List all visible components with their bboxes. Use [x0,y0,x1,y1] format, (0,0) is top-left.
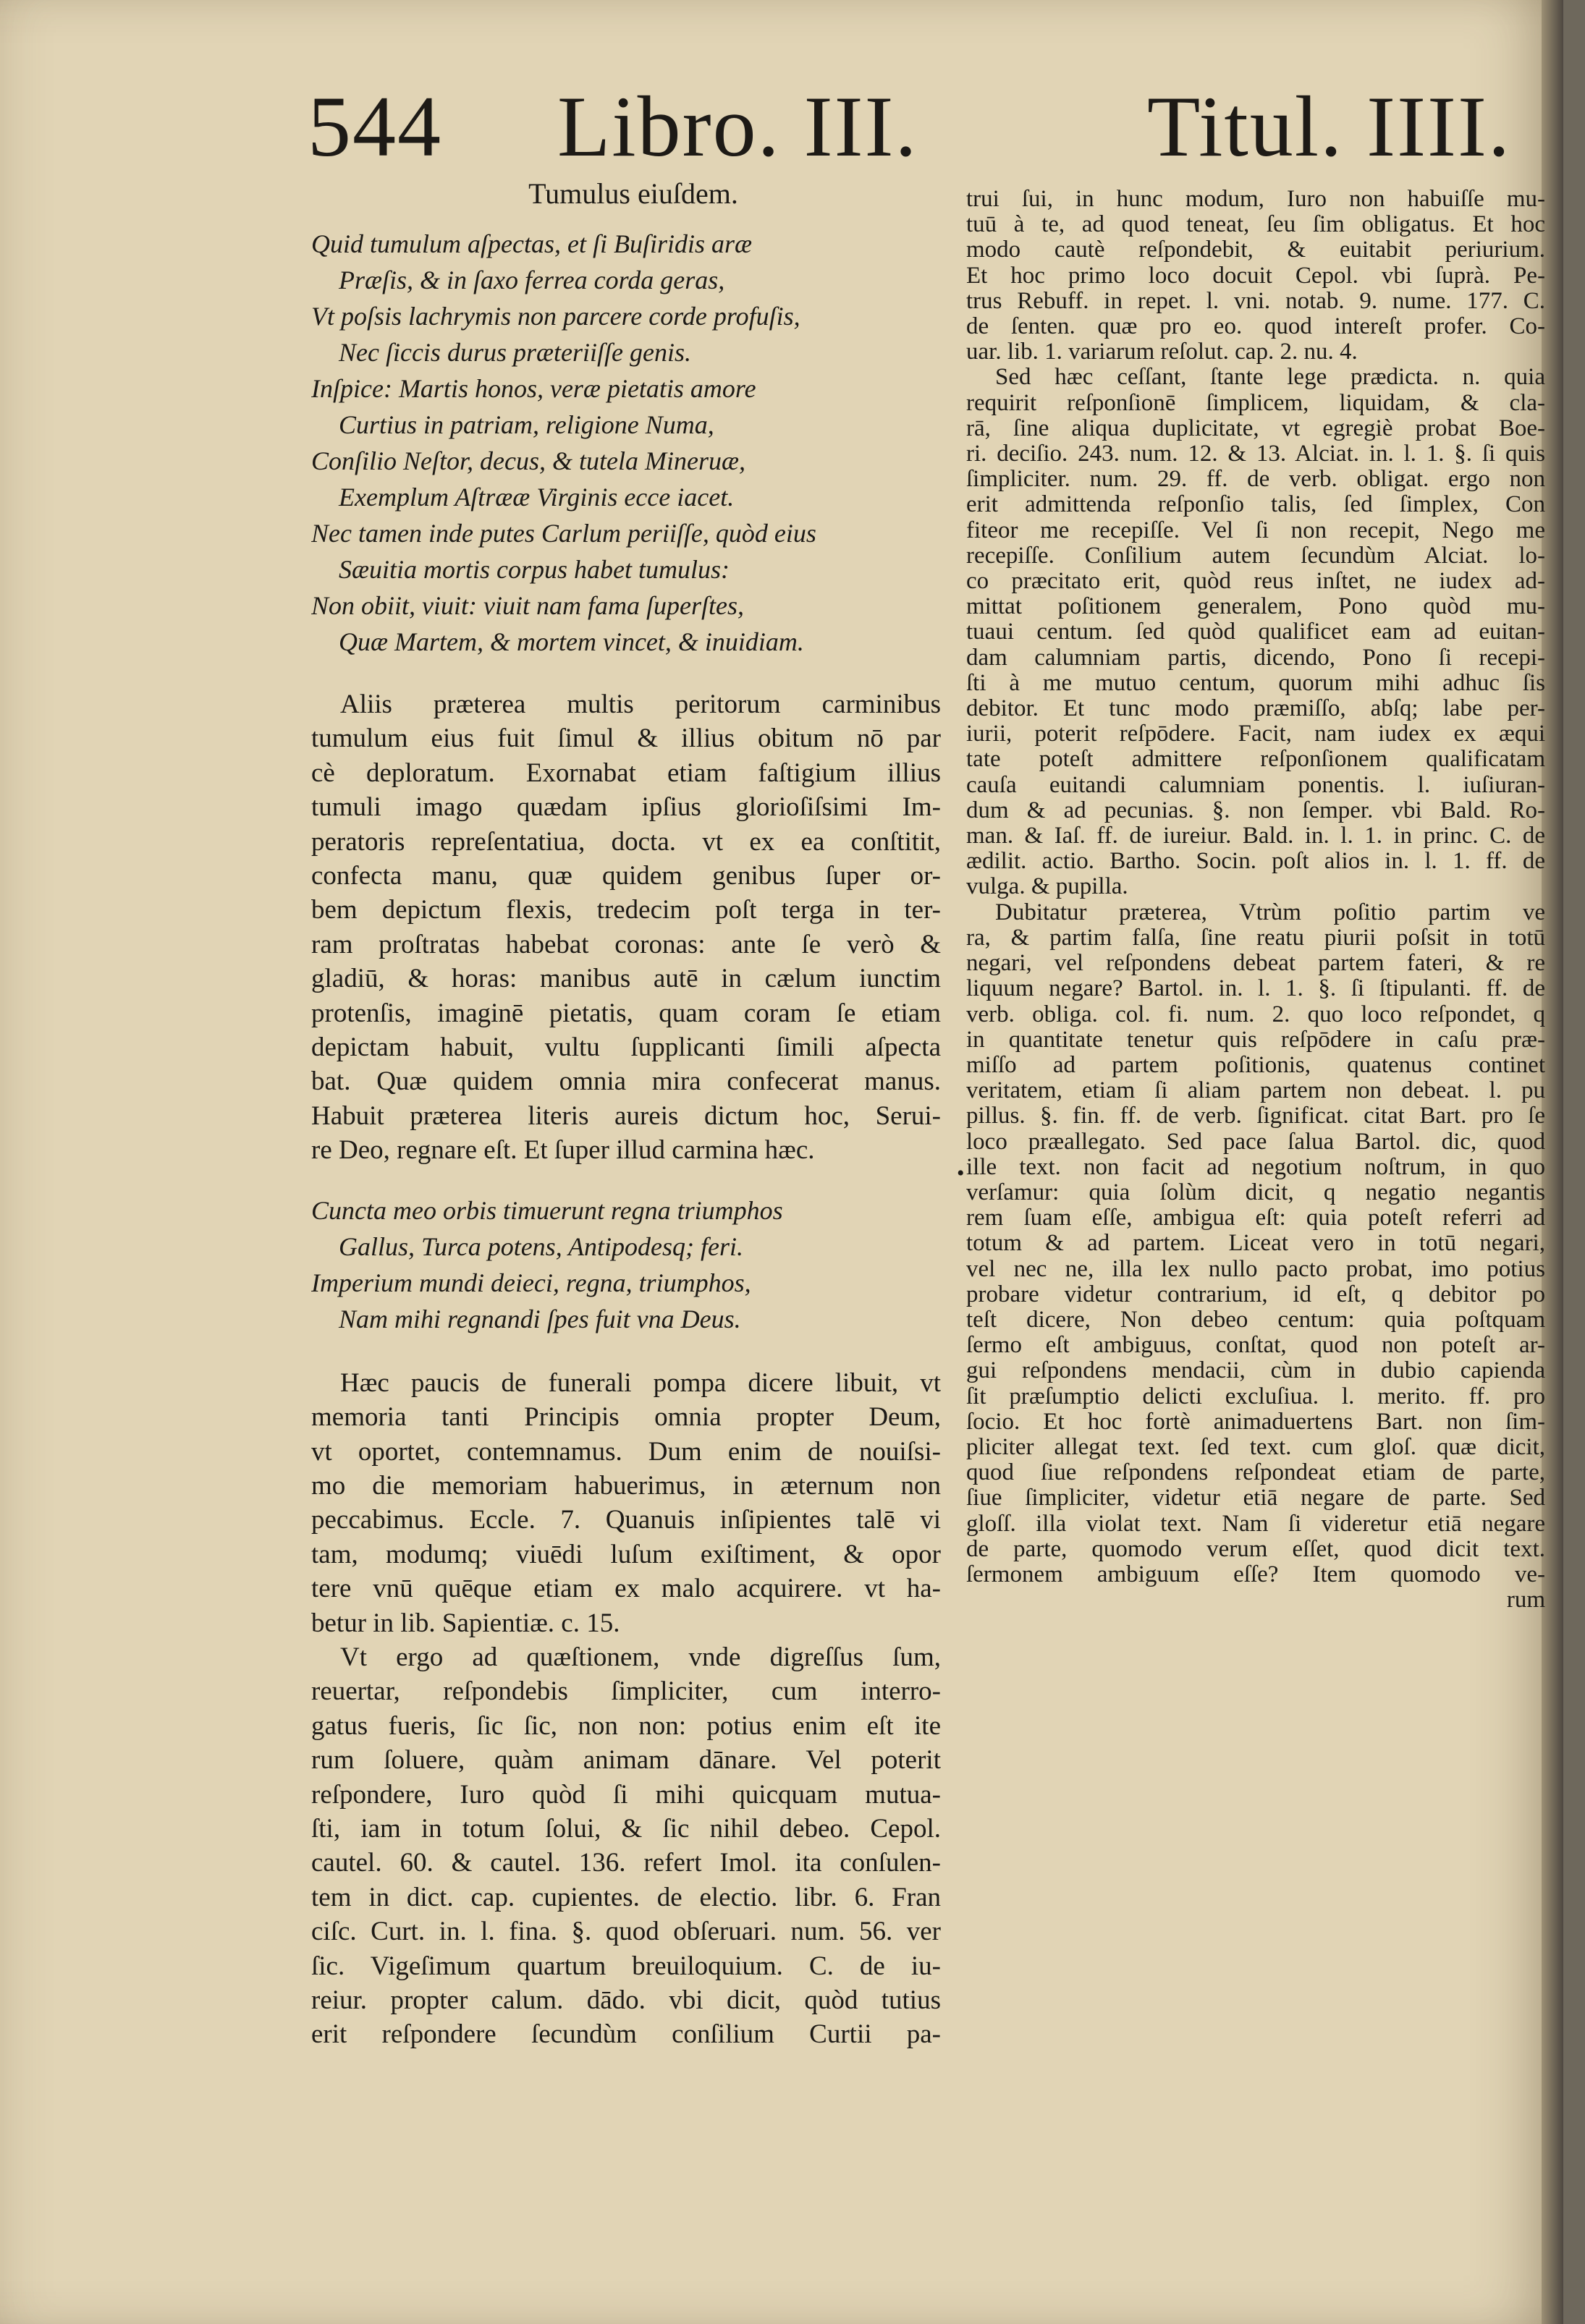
text-line: dam calumniam partis, dicendo, Pono ſi recepi- [966,644,1545,671]
text-line: cautel. 60. & cautel. 136. refert Imol. ita conſulen- [311,1848,941,1878]
running-head-liber: Libro. III. [557,78,918,174]
text-line: man. & Iaſ. ff. de iureiur. Bald. in. l. 1. in princ. C. de [966,823,1545,849]
text-line: re Deo, regnare eſt. Et ſuper illud carmina hæc. [311,1135,815,1166]
text-line: ſit præſumptio delicti excluſiua. l. merito. ff. pro [966,1383,1545,1409]
text-line: de parte, quomodo verum eſſet, quod dicit text. [966,1535,1545,1562]
verse-line: Quid tumulum aſpectas, et ſi Buſiridis aræ [311,229,752,258]
text-line: veritatem, etiam ſi aliam partem non debeat. l. pu [966,1077,1545,1104]
text-line: betur in lib. Sapientiæ. c. 15. [311,1608,620,1638]
text-line: Hæc paucis de funerali pompa dicere libuit, vt [340,1367,941,1398]
text-line: trus Rebuff. in repet. l. vni. notab. 9. nume. 177. C. [966,287,1545,314]
text-line: peccabimus. Eccle. 7. Quanuis inſipientes talē vi [311,1505,941,1535]
text-line: erit reſpondere ſecundùm conſilium Curtii pa- [311,2019,941,2050]
verse-line: Imperium mundi deieci, regna, triumphos, [311,1268,751,1297]
text-line: tam, modumq; viuēdi luſum exiſtiment, & opor [311,1539,941,1569]
text-line: Sed hæc ceſſant, ſtante lege prædicta. n. quia [995,364,1545,391]
page-number: 544 [308,78,442,174]
text-line: reſpondere, Iuro quòd ſi mihi quicquam mutua- [311,1779,941,1810]
text-line: mo die memoriam habuerimus, in æternum non [311,1470,941,1501]
text-line: probare videtur contrarium, id eſt, q debitor po [966,1281,1545,1307]
text-line: cauſa euitandi calumniam ponentis. l. iuſiuran- [966,771,1545,798]
paragraph-trui-sui [966,187,1545,365]
text-line: ſti, iam in totum ſolui, & ſic nihil debeo. Cepol. [311,1813,941,1844]
verse-line: Gallus, Turca potens, Antipodesq; feri. [339,1231,744,1261]
text-line: totum & ad partem. Liceat vero in totū negari, [966,1230,1545,1257]
paragraph-vt-ergo [311,1640,941,2052]
text-line: tate poteſt admittere reſponſionem qualificatam [966,746,1545,773]
text-line: tumuli imago quædam ipſius glorioſiſsimi Im- [311,792,941,823]
verse-line: Sæuitia mortis corpus habet tumulus: [339,555,730,584]
text-line: ſermonem ambiguum eſſe? Item quomodo ve- [966,1561,1545,1587]
text-line: requirit reſponſionē ſimplicem, liquidam, & cla- [966,389,1545,416]
text-line: gatus fueris, ſic ſic, non non: potius enim eſt ite [311,1710,941,1741]
verse-line: Curtius in patriam, religione Numa, [339,410,714,439]
verse-line: Nam mihi regnandi ſpes fuit vna Deus. [339,1304,741,1333]
text-line: vel nec ne, illa lex nullo pacto probat, imo potius [966,1255,1545,1282]
text-line: dum & ad pecunias. §. non ſemper. vbi Bald. Ro- [966,797,1545,823]
text-line: reiur. propter calum. dādo. vbi dicit, quòd tutius [311,1985,941,2015]
text-line: cè deploratum. Exornabat etiam faſtigium illius [311,758,941,788]
inscription-poem [311,1192,941,1337]
verse-line: Non obiit, viuit: viuit nam fama ſuperſtes, [311,591,744,620]
verse-line: Inſpice: Martis honos, veræ pietatis amore [311,374,756,403]
text-line: depictam habuit, vultu ſupplicanti ſimili aſpecta [311,1032,941,1063]
text-line: rā, ſine aliqua duplicitate, vt egregiè probat Boe- [966,415,1545,441]
paragraph-aliis [311,687,941,1168]
text-line: recepiſſe. Conſilium autem ſecundùm Alciat. lo- [966,542,1545,569]
text-line: tere vnū quēque etiam ex malo acquirere. vt ha- [311,1574,941,1604]
text-line: uar. lib. 1. variarum reſolut. cap. 2. nu. 4. [966,339,1358,365]
text-line: ri. deciſio. 243. num. 12. & 13. Alciat. in. l. 1. §. ſi quis [966,441,1545,467]
text-line: ciſc. Curt. in. l. fina. §. quod obſeruari. num. 56. ver [311,1917,941,1947]
text-line: reuertar, reſpondebis ſimpliciter, cum interro- [311,1676,941,1707]
verse-line: Vt poſsis lachrymis non parcere corde profuſis, [311,302,800,331]
verse-line: Quæ Martem, & mortem vincet, & inuidiam. [339,627,804,656]
text-line: memoria tanti Principis omnia propter Deum, [311,1402,941,1433]
text-line: ſocio. Et hoc fortè animaduertens Bart. non ſim- [966,1408,1545,1435]
text-line: in quantitate tenetur quis reſpōdere in caſu præ- [966,1026,1545,1053]
text-line: vulga. & pupilla. [966,873,1128,900]
text-line: debitor. Et tunc modo præmiſſo, abſq; labe per- [966,695,1545,722]
text-line: Aliis præterea multis peritorum carminibus [340,690,941,719]
catchword: rum [1506,1587,1545,1613]
text-line: fiteor me recepiſſe. Vel ſi non recepit, Nego me [966,517,1545,543]
verse-line: Cuncta meo orbis timuerunt regna triumphos [311,1195,783,1225]
text-line: rum ſoluere, quàm animam dānare. Vel poterit [311,1745,941,1776]
text-line: iurii, poterit reſpōdere. Facit, nam iudex ex æqui [966,721,1545,747]
text-line: confecta manu, quæ quidem genibus ſuper or- [311,861,941,891]
text-line: negari, vel reſpondens debeat partem fateri, & re [966,950,1545,977]
verse-line: Nec ſiccis durus præteriiſſe genis. [339,338,691,367]
text-line: loco præallegato. Sed pace ſalua Bartol. dic, quod [966,1128,1545,1155]
text-line: trui ſui, in hunc modum, Iuro non habuiſſe mu- [966,187,1545,212]
text-line: gladiū, & horas: manibus autē in cælum iunctim [311,964,941,994]
text-line: ram proſtratas habebat coronas: ante ſe verò & [311,929,941,959]
text-line: de ſenten. quæ pro eo. quod intereſt profer. Co- [966,313,1545,340]
left-column [311,174,941,2052]
text-line: co præcitato erit, quòd reus inſtet, ne iudex ad- [966,568,1545,595]
text-line: tuaui centum. ſed quòd qualificet eam ad euitan- [966,619,1545,645]
paragraph-dubitatur [966,900,1545,1613]
paragraph-sed-haec [966,365,1545,899]
verse-line: Præſis, & in ſaxo ferrea corda geras, [339,266,725,294]
text-line: Habuit præterea literis aureis dictum hoc, Serui- [311,1100,941,1131]
text-line: tuū à te, ad quod teneat, ſeu ſim obligatus. Et hoc [966,211,1545,238]
text-line: ille text. non facit ad negotium noſtrum, in quo [966,1153,1545,1180]
text-line: ſiue ſimpliciter, videtur etiā negare de parte. Sed [966,1485,1545,1511]
text-line: pillus. §. fin. ff. de verb. ſignificat. citat Bart. pro ſe [966,1103,1545,1129]
text-line: modo cautè reſpondebit, & euitabit periurium. [966,237,1545,263]
tumulus-title: Tumulus eiuſdem. [528,177,738,210]
text-line: ra, & partim falſa, ſine reatu piurii poſsit in totū [966,924,1545,951]
text-line: Vt ergo ad quæſtionem, vnde digreſſus ſum, [340,1642,941,1672]
paragraph-haec-paucis [311,1366,941,1640]
text-line: erit admittenda reſponſio talis, ſed ſimplex, Con [966,491,1545,518]
text-line: ſimpliciter. num. 29. ff. de verb. obligat. ergo non [966,466,1545,493]
text-line: bem depictum flexis, tredecim poſt terga in ter- [311,895,941,925]
verse-line: Exemplum Aſtrææ Virginis ecce iacet. [339,483,735,512]
text-line: quod ſiue reſpondens reſpondeat etiam de parte, [966,1459,1545,1486]
text-line: verſamur: quia ſolùm dicit, q negatio negantis [966,1179,1545,1205]
verse-line: Nec tamen inde putes Carlum periiſſe, quòd eius [311,519,816,548]
text-line: miſſo ad partem poſitionis, quatenus continet [966,1051,1545,1078]
text-line: Dubitatur præterea, Vtrùm poſitio partim ve [995,899,1545,925]
epitaph-poem [311,226,941,660]
right-column [966,187,1545,1613]
text-line: tem in dict. cap. cupientes. de electio. libr. 6. Fran [311,1882,941,1912]
verse-line: Conſilio Neſtor, decus, & tutela Mineruæ, [311,446,745,475]
text-line: gloſſ. illa violat text. Nam ſi videretur etiā negare [966,1510,1545,1537]
text-line: teſt dicere, Non debeo centum: quia poſtquam [966,1306,1545,1333]
text-line: peratoris repreſentatiua, docta. vt ex ea conſtitit, [311,826,941,857]
text-line: ſermo eſt ambiguus, conſtat, quod non poteſt ar- [966,1332,1545,1359]
running-head-titul: Titul. IIII. [1147,78,1511,174]
text-line: liquum negare? Bartol. in. l. 1. §. ſi ſtipulanti. ff. de [966,975,1545,1002]
text-line: verb. obliga. col. fi. num. 2. quo loco reſpondet, q [966,1001,1545,1027]
text-line: Et hoc primo loco docuit Cepol. vbi ſuprà. Pe- [966,262,1545,289]
margin-bullet: • [957,1161,965,1185]
text-line: gui reſpondens mendacii, cùm in dubio capienda [966,1357,1545,1384]
text-line: mittat poſitionem generalem, Pono quòd mu- [966,593,1545,620]
text-line: ſti à me mutuo centum, quorum mihi adhuc ſis [966,669,1545,696]
text-line: pliciter allegat text. ſed text. cum gloſ. quæ dicit, [966,1433,1545,1460]
text-line: bat. Quæ quidem omnia mira confecerat manus. [311,1066,941,1097]
text-line: vt oportet, contemnamus. Dum enim de nouiſsi- [311,1436,941,1467]
text-line: protenſis, imaginē pietatis, quam coram ſe etiam [311,998,941,1028]
text-line: tumulum eius fuit ſimul & illius obitum nō par [311,724,941,754]
text-line: rem ſuam eſſe, ambigua eſt: quia poteſt referri ad [966,1205,1545,1231]
text-line: ædilit. actio. Bartho. Socin. poſt alios in. l. 1. ff. de [966,848,1545,875]
text-line: ſic. Vigeſimum quartum breuiloquium. C. de iu- [311,1951,941,1981]
